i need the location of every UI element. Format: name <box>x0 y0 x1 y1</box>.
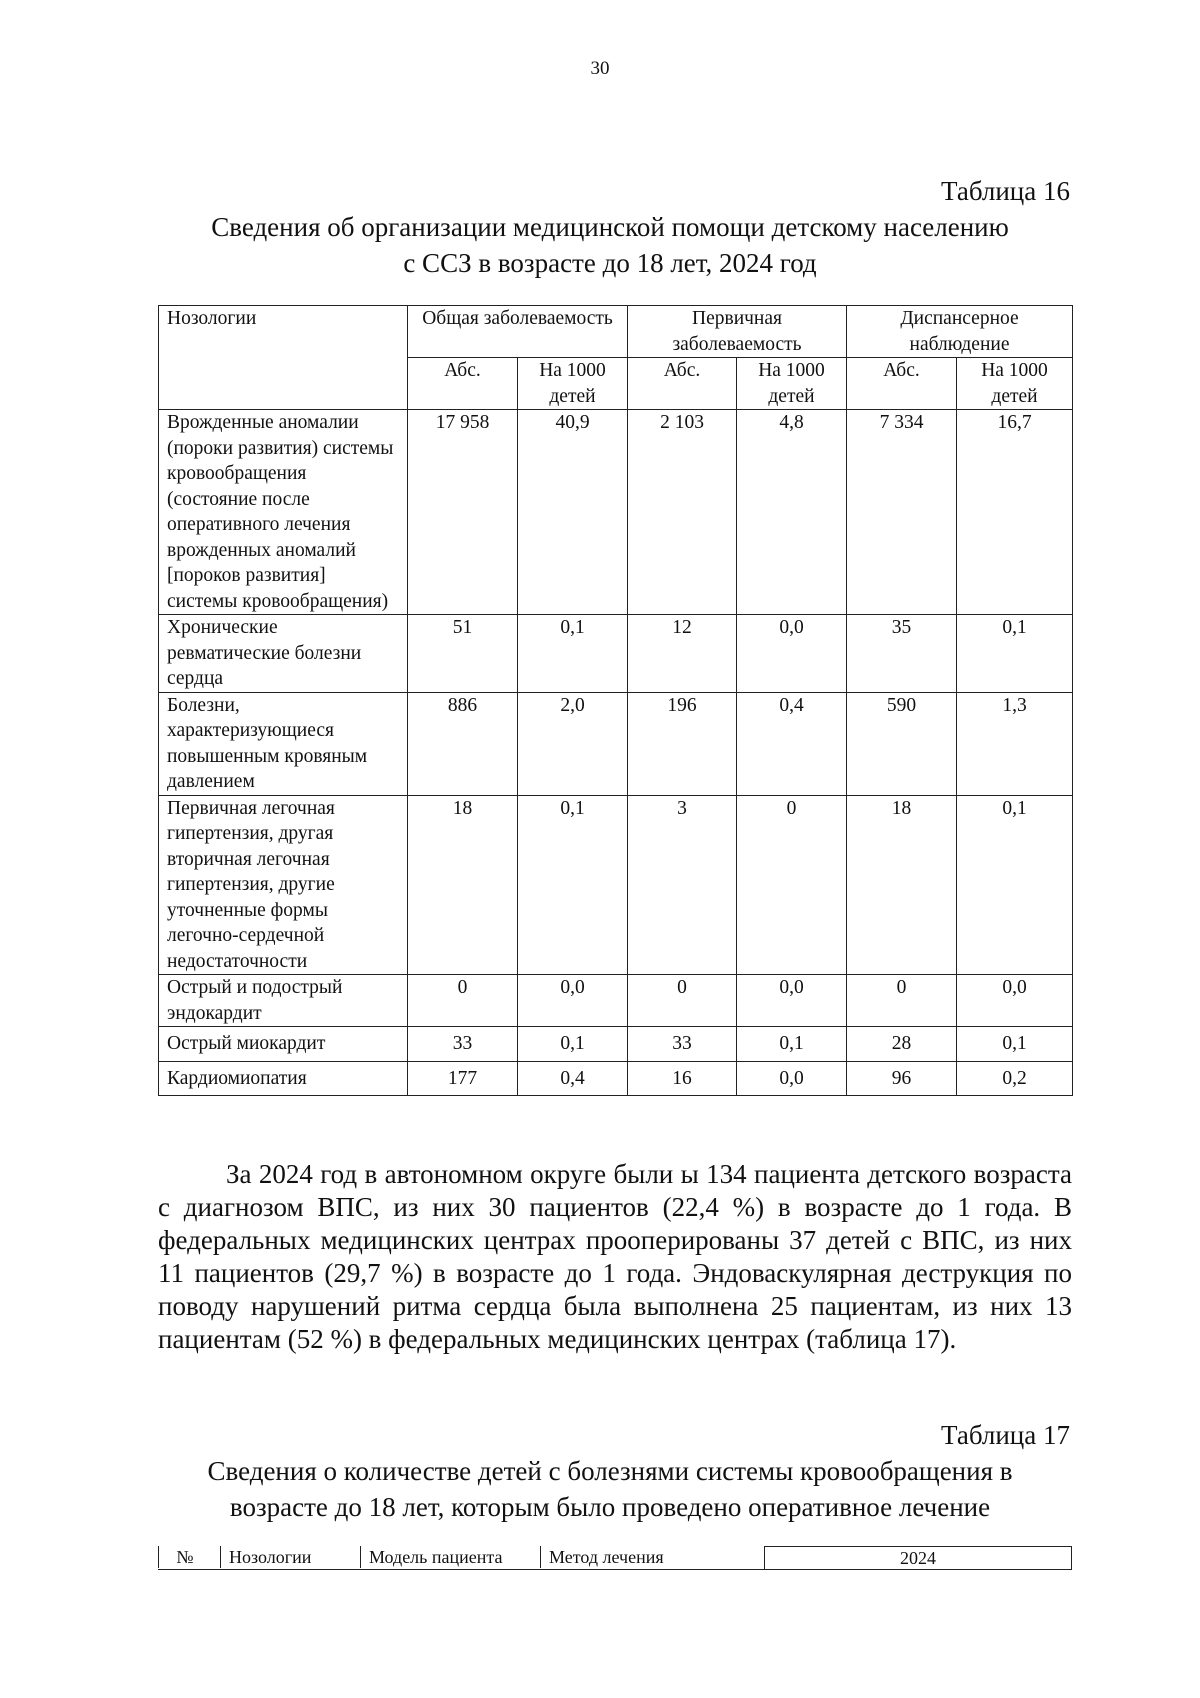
cell-primary-per1000: 0,1 <box>737 1027 847 1062</box>
cell-general-abs: 177 <box>408 1061 518 1096</box>
table16-header-row-groups <box>159 306 1073 358</box>
table17-header-method: Метод лечения <box>540 1546 759 1568</box>
table17-header-patient-model: Модель пациента <box>360 1546 529 1568</box>
table16-title-line1: Сведения об организации медицинской помощи детскому населению <box>211 212 1009 242</box>
cell-general-per1000: 0,1 <box>518 795 628 975</box>
row-nosology: Острый миокардит <box>159 1027 408 1062</box>
cell-dispensary-abs: 35 <box>847 615 957 693</box>
table-row <box>159 975 1073 1027</box>
table17-header-underline <box>158 1569 768 1570</box>
table-row <box>159 410 1073 615</box>
table-row <box>159 1061 1073 1096</box>
table17-header-year: 2024 <box>764 1546 1072 1570</box>
table17-header-nosology: Нозологии <box>220 1546 359 1568</box>
row-nosology: Острый и подострый эндокардит <box>159 975 408 1027</box>
table16-header-per1000: На 1000 детей <box>737 358 847 410</box>
cell-dispensary-abs: 0 <box>847 975 957 1027</box>
cell-dispensary-abs: 18 <box>847 795 957 975</box>
row-nosology: Болезни, характеризующиеся повышенным кровяным давлением <box>159 692 408 795</box>
cell-primary-abs: 0 <box>628 975 737 1027</box>
cell-dispensary-per1000: 0,1 <box>957 615 1073 693</box>
table16-header-abs: Абс. <box>408 358 518 410</box>
cell-general-per1000: 0,4 <box>518 1061 628 1096</box>
cell-dispensary-per1000: 0,1 <box>957 1027 1073 1062</box>
table16-header-per1000: На 1000 детей <box>518 358 628 410</box>
table17-header <box>158 1546 1072 1570</box>
cell-general-per1000: 0,1 <box>518 1027 628 1062</box>
page-number: 30 <box>590 58 610 79</box>
cell-general-per1000: 0,0 <box>518 975 628 1027</box>
cell-primary-abs: 196 <box>628 692 737 795</box>
table-row <box>159 1027 1073 1062</box>
cell-dispensary-abs: 590 <box>847 692 957 795</box>
table16-header-group-primary: Первичная заболеваемость <box>628 306 847 358</box>
cell-general-abs: 18 <box>408 795 518 975</box>
table16 <box>158 305 1073 1096</box>
cell-primary-per1000: 0 <box>737 795 847 975</box>
table17-caption-number: Таблица 17 <box>941 1420 1070 1450</box>
cell-general-abs: 0 <box>408 975 518 1027</box>
cell-general-per1000: 0,1 <box>518 615 628 693</box>
row-nosology: Первичная легочная гипертензия, другая вторичная легочная гипертензия, другие уточненные формы легочно-сердечной недостаточности <box>159 795 408 975</box>
cell-primary-abs: 2 103 <box>628 410 737 615</box>
cell-primary-abs: 33 <box>628 1027 737 1062</box>
cell-primary-abs: 3 <box>628 795 737 975</box>
table17-title <box>150 1453 1070 1525</box>
table-row <box>159 795 1073 975</box>
table16-title <box>150 209 1070 281</box>
cell-general-abs: 51 <box>408 615 518 693</box>
table-row <box>159 615 1073 693</box>
table16-header-abs: Абс. <box>847 358 957 410</box>
table16-caption-number: Таблица 16 <box>941 176 1070 206</box>
cell-general-per1000: 40,9 <box>518 410 628 615</box>
table17-title-line2: возрасте до 18 лет, которым было проведено оперативное лечение <box>229 1492 991 1522</box>
body-paragraph: За 2024 год в автономном округе были ы 134 пациента детского возраста с диагнозом ВПС, из них 30 пациентов (22,4 %) в возрасте до 1 года. В федеральных медицинских центрах прооперированы 37 детей с ВПС, из них 11 пациентов (29,7 %) в возрасте до 1 года. Эндоваскулярная деструкция по поводу нарушений ритма сердца была выполнена 25 пациентам, из них 13 пациентам (52 %) в федеральных медицинских центрах (таблица 17). <box>158 1159 1072 1354</box>
cell-primary-per1000: 0,0 <box>737 615 847 693</box>
cell-primary-per1000: 0,4 <box>737 692 847 795</box>
cell-dispensary-per1000: 0,1 <box>957 795 1073 975</box>
cell-dispensary-per1000: 0,0 <box>957 975 1073 1027</box>
cell-general-abs: 33 <box>408 1027 518 1062</box>
cell-primary-abs: 12 <box>628 615 737 693</box>
table16-header-group-general: Общая заболеваемость <box>408 306 628 358</box>
table17-header-number: № <box>158 1546 211 1568</box>
table17-title-line1: Сведения о количестве детей с болезнями системы кровообращения в <box>207 1456 1013 1486</box>
cell-dispensary-per1000: 1,3 <box>957 692 1073 795</box>
cell-primary-per1000: 0,0 <box>737 1061 847 1096</box>
cell-primary-per1000: 4,8 <box>737 410 847 615</box>
table-row <box>159 692 1073 795</box>
cell-dispensary-abs: 96 <box>847 1061 957 1096</box>
cell-primary-per1000: 0,0 <box>737 975 847 1027</box>
row-nosology: Врожденные аномалии (пороки развития) системы кровообращения (состояние после оперативного лечения врожденных аномалий [пороков развития] системы кровообращения) <box>159 410 408 615</box>
cell-general-per1000: 2,0 <box>518 692 628 795</box>
cell-dispensary-per1000: 0,2 <box>957 1061 1073 1096</box>
row-nosology: Хронические ревматические болезни сердца <box>159 615 408 693</box>
cell-general-abs: 17 958 <box>408 410 518 615</box>
table16-header-nosology: Нозологии <box>159 306 408 410</box>
table16-header-group-dispensary: Диспансерное наблюдение <box>847 306 1073 358</box>
table16-header-per1000: На 1000 детей <box>957 358 1073 410</box>
cell-general-abs: 886 <box>408 692 518 795</box>
cell-primary-abs: 16 <box>628 1061 737 1096</box>
table16-header-abs: Абс. <box>628 358 737 410</box>
cell-dispensary-abs: 28 <box>847 1027 957 1062</box>
cell-dispensary-per1000: 16,7 <box>957 410 1073 615</box>
cell-dispensary-abs: 7 334 <box>847 410 957 615</box>
table16-title-line2: с ССЗ в возрасте до 18 лет, 2024 год <box>403 248 817 278</box>
row-nosology: Кардиомиопатия <box>159 1061 408 1096</box>
